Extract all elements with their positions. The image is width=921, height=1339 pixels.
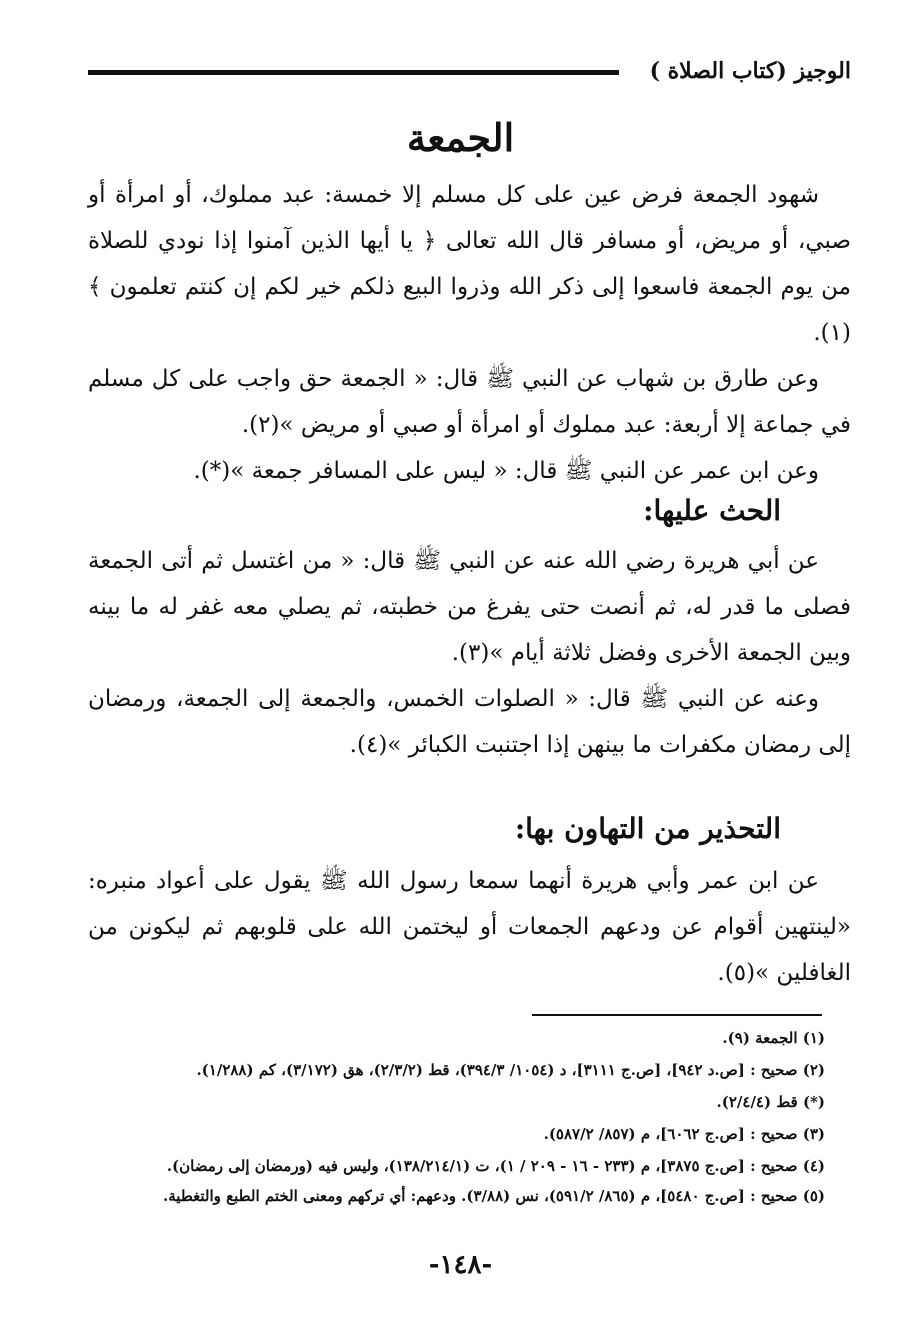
paragraph: وعن ابن عمر عن النبي ﷺ قال: « ليس على المسافر جمعة »(*). [193, 458, 819, 484]
paragraph: شهود الجمعة فرض عين على كل مسلم إلا خمسة: عبد مملوك، أو امرأة أو صبي، أو مريض، أو مسافر قال الله تعالى ﴿ يا أيها الذين آمنوا إذا نودي للصلاة من يوم الجمعة فاسعوا إلى ذكر الله وذروا البيع ذلكم خير لكم إن كنتم تعلمون ﴾(١). [88, 182, 852, 346]
footnote: (١) الجمعة (٩). [722, 1029, 825, 1047]
paragraph: وعن طارق بن شهاب عن النبي ﷺ قال: « الجمعة حق واجب على كل مسلم في جماعة إلا أربعة: عبد مملوك أو امرأة أو صبي أو مريض »(٢). [88, 366, 851, 438]
footnotes [88, 1022, 825, 1210]
section-heading: الحث عليها: [643, 494, 781, 527]
paragraph: وعنه عن النبي ﷺ قال: « الصلوات الخمس، والجمعة إلى الجمعة، ورمضان إلى رمضان مكفرات ما بينهن إذا اجتنبت الكبائر »(٤). [88, 686, 851, 758]
footnote: (*) قط (٢/٤/٤). [716, 1093, 825, 1111]
header-rule [88, 70, 619, 75]
paragraph: عن أبي هريرة رضي الله عنه عن النبي ﷺ قال: « من اغتسل ثم أتى الجمعة فصلى ما قدر له، ثم أنصت حتى يفرغ من خطبته، ثم يصلي معه غفر له ما بينه وبين الجمعة الأخرى وفضل ثلاثة أيام »(٣). [88, 548, 851, 666]
section-heading: التحذير من التهاون بها: [514, 812, 781, 845]
running-header [88, 58, 851, 92]
chapter-title: الجمعة [406, 115, 515, 160]
header-title: الوجيز (كتاب الصلاة ) [649, 58, 851, 84]
footnote: (٢) صحيح : [ص.د ٩٤٢]، [ص.ج ٣١١١]، د (١٠٥٤/ ٣٩٤/٣)، قط (٢/٣/٢)، هق (٣/١٧٢)، كم (١/٢٨٨). [196, 1061, 825, 1079]
footnote: (٣) صحيح : [ص.ج ٦٠٦٢]، م (٨٥٧/ ٥٨٧/٢). [543, 1125, 825, 1143]
footnote: (٤) صحيح : [ص.ج ٣٨٧٥]، م (٢٣٣ - ١٦ - ٢٠٩ / ١)، ت (١٣٨/٢١٤/١)، وليس فيه (ورمضان إلى رمضان). [166, 1157, 825, 1175]
paragraph: عن ابن عمر وأبي هريرة أنهما سمعا رسول الله ﷺ يقول على أعواد منبره: «لينتهين أقوام عن ودعهم الجمعات أو ليختمن الله على قلوبهم ثم ليكونن من الغافلين »(٥). [88, 868, 851, 986]
section-jumuah [88, 172, 851, 494]
section-encouragement [88, 538, 851, 768]
footnote-rule [532, 1014, 822, 1016]
section-warning [88, 858, 851, 996]
page-number: -١٤٨- [428, 1250, 493, 1280]
footnote: (٥) صحيح : [ص.ج ٥٤٨٠]، م (٨٦٥/ ٥٩١/٢)، نس (٣/٨٨). ودعهم: أي تركهم ومعنى الختم الطبع والتغطية. [163, 1187, 825, 1205]
